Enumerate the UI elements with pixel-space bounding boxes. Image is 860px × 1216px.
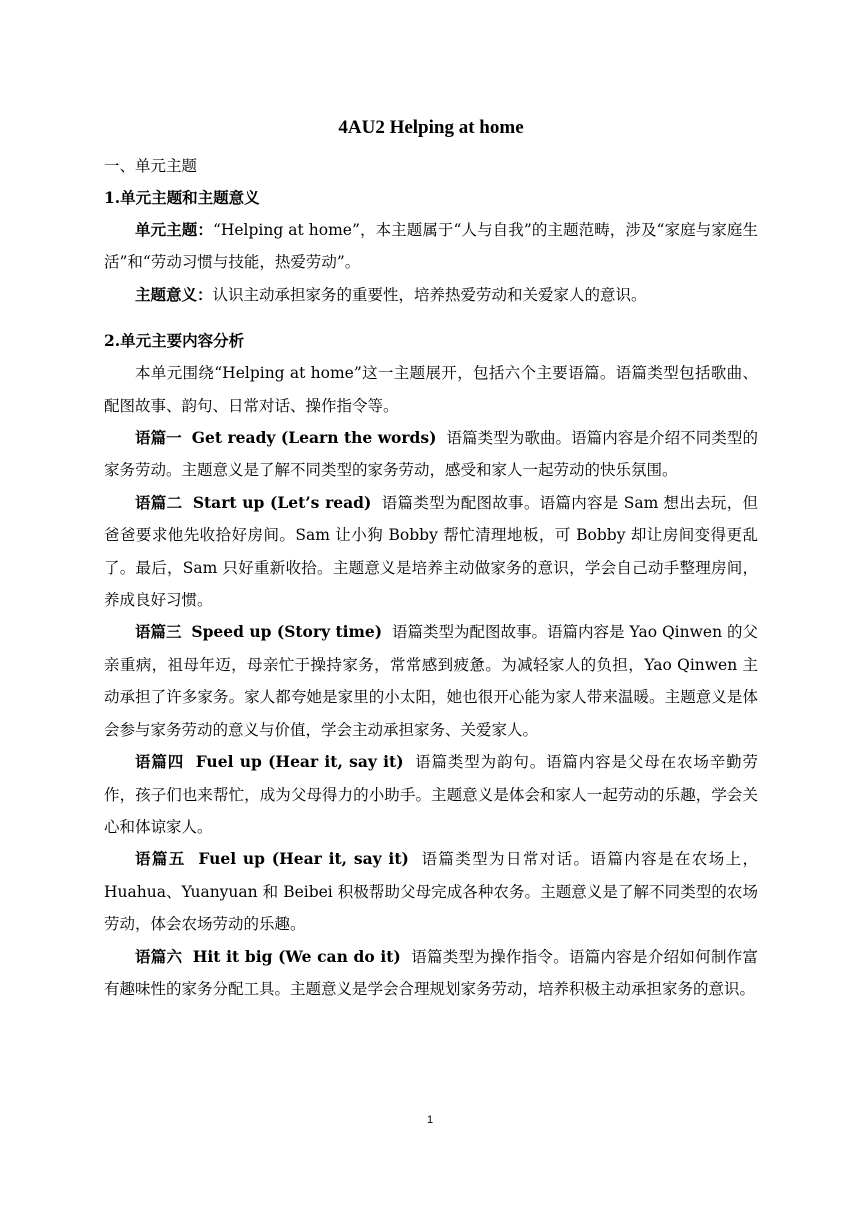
passage-title: Start up (Let’s read) [192,492,372,512]
passage-label: 语篇四 [135,752,185,772]
passage-label: 语篇六 [135,946,183,966]
theme-meaning-paragraph [104,279,758,311]
passage-text: 语篇类型为操作指令。语篇内容是介绍如何制作富有趣味性的家务分配工具。主题意义是学会合理规划家务劳动，培养积极主动承担家务的意识。 [104,947,758,998]
passage-title: Hit it big (We can do it) [192,946,401,966]
passage-text: 语篇类型为配图故事。语篇内容是 Yao Qinwen 的父亲重病，祖母年迈，母亲忙于操持家务，常常感到疲惫。为减轻家人的负担，Yao Qinwen 主动承担了许多家务。家人都夸她是家里的小太阳，她也很开心能为家人带来温暖。主题意义是体会参与家务劳动的意义与价值，学会主动承担家务、关爱家人。 [104,623,758,739]
passage-text: 语篇类型为韵句。语篇内容是父母在农场辛勤劳作，孩子们也来帮忙，成为父母得力的小助手。主题意义是体会和家人一起劳动的乐趣，学会关心和体谅家人。 [104,753,758,836]
passage-label: 语篇五 [135,849,186,869]
passage-title: Fuel up (Hear it, say it) [198,849,409,869]
document-body [104,112,758,1005]
passage-paragraph [104,422,758,487]
theme-meaning-text: 认识主动承担家务的重要性，培养热爱劳动和关爱家人的意识。 [212,285,647,304]
passage-paragraph [104,487,758,617]
content-intro-paragraph: 本单元围绕“Helping at home”这一主题展开，包括六个主要语篇。语篇类型包括歌曲、配图故事、韵句、日常对话、操作指令等。 [104,364,758,415]
unit-theme-paragraph [104,214,758,279]
passage-label: 语篇三 [135,622,182,642]
passage-title: Get ready (Learn the words) [191,428,437,448]
passage-paragraph [104,746,758,843]
passage-title: Fuel up (Hear it, say it) [195,752,404,772]
passage-title: Speed up (Story time) [191,622,383,642]
passage-paragraph [104,941,758,1006]
passage-text: 语篇类型为配图故事。语篇内容是 Sam 想出去玩，但爸爸要求他先收拾好房间。Sam 让小狗 Bobby 帮忙清理地板，可 Bobby 却让房间变得更乱了。最后，Sam 只好重新收拾。主题意义是培养主动做家务的意识，学会自己动手整理房间，养成良好习惯。 [104,493,758,610]
passage-label: 语篇二 [135,492,183,512]
passage-text: 语篇类型为日常对话。语篇内容是在农场上，Huahua、Yuanyuan 和 Beibei 积极帮助父母完成各种农务。主题意义是了解不同类型的农场劳动，体会农场劳动的乐趣。 [104,850,758,934]
sub-heading-content-analysis: 2.单元主要内容分析 [104,331,245,351]
sub-heading-theme-meaning: 1.单元主题和主题意义 [104,188,260,207]
passage-paragraph [104,616,758,746]
theme-meaning-label: 主题意义： [135,284,213,304]
passage-label: 语篇一 [135,428,182,448]
passage-text: 语篇类型为歌曲。语篇内容是介绍不同类型的家务劳动。主题意义是了解不同类型的家务劳动，感受和家人一起劳动的快乐氛围。 [104,429,758,480]
unit-theme-text: “Helping at home”，本主题属于“人与自我”的主题范畴，涉及“家庭与家庭生活”和“劳动习惯与技能，热爱劳动”。 [104,221,758,272]
passage-paragraph [104,843,758,940]
document-title: 4AU2 Helping at home [338,117,524,138]
section-heading-unit-theme: 一、单元主题 [104,157,198,175]
unit-theme-label: 单元主题： [135,220,213,239]
page-number: 1 [426,1114,434,1126]
